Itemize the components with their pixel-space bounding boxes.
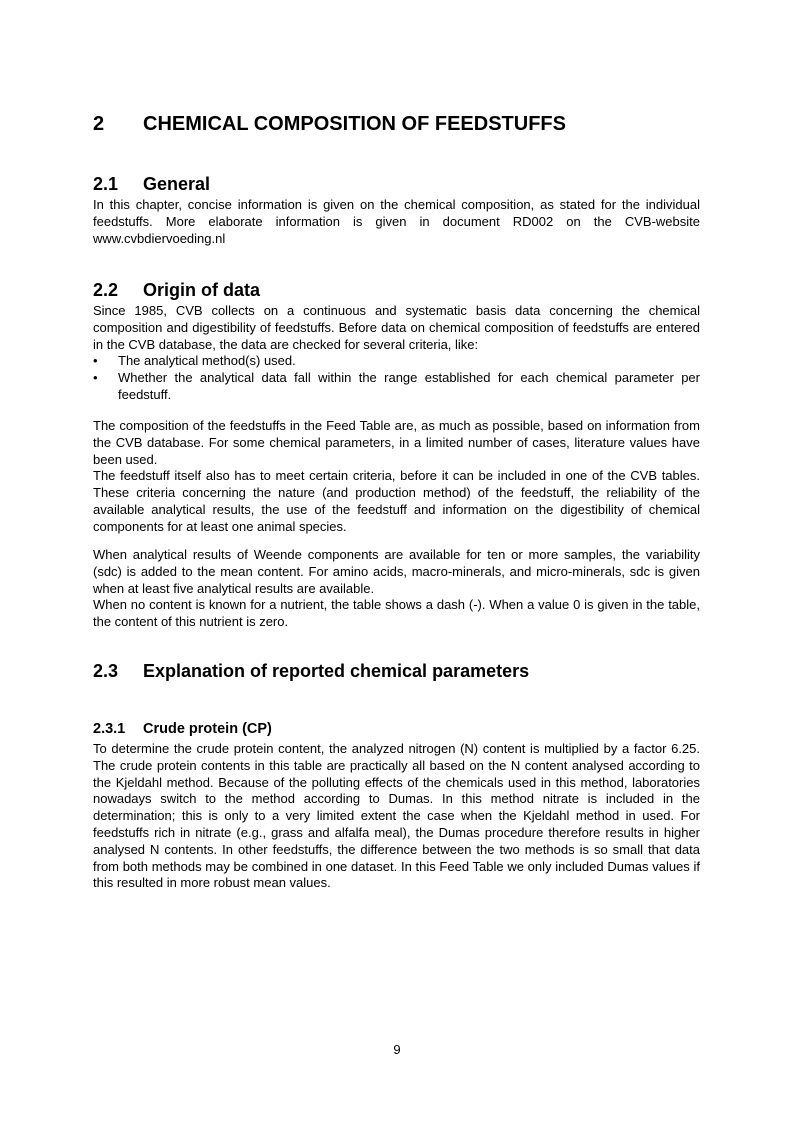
section-title: General [143,174,211,194]
list-item [93,370,700,404]
paragraph-text: To determine the crude protein content, the analyzed nitrogen (N) content is multiplied by a factor 6.25. The crude protein contents in this table are practically all based on the N content analysed according to the Kjeldahl method. Because of the polluting effects of the chemicals used in this method, laboratories nowadays switch to the method according to Dumas. In this method nitrate is included in the determination; this is only to a very limited extent the case when the Kjeldahl method in used. For feedstuffs rich in nitrate (e.g., grass and alfalfa meal), the Dumas procedure therefore results in higher analysed N contents. In other feedstuffs, the difference between the two methods is so small that data from both methods may be combined in one dataset. In this Feed Table we only included Dumas values if this resulted in more robust mean values. [93,741,700,891]
section-title: Origin of data [143,280,260,300]
origin-paragraph-3 [93,547,700,631]
general-paragraph [93,197,700,247]
paragraph-text: In this chapter, concise information is given on the chemical composition, as stated for the individual feedstuffs. More elaborate information is given in document RD002 on the CVB-website www.cvbdiervoeding.nl [93,197,700,246]
paragraph-text: When analytical results of Weende components are available for ten or more samples, the variability (sdc) is added to the mean content. For amino acids, macro-minerals, and micro-minerals, sdc is given when at least five analytical results are available. [93,547,700,596]
origin-paragraph-2 [93,418,700,536]
section-number: 2.2 [93,280,119,300]
paragraph-text: The composition of the feedstuffs in the Feed Table are, as much as possible, based on information from the CVB database. For some chemical parameters, in a limited number of cases, literature values have been used. [93,418,700,467]
subsection-heading-crude-protein [93,720,272,738]
criteria-list [93,353,700,403]
section-number: 2.3 [93,661,119,681]
chapter-heading [93,112,566,136]
origin-intro-paragraph [93,303,700,404]
crude-protein-paragraph [93,741,700,892]
section-heading-general [93,173,210,195]
subsection-title: Crude protein (CP) [143,721,272,737]
chapter-title: CHEMICAL COMPOSITION OF FEEDSTUFFS [143,113,566,135]
section-number: 2.1 [93,174,119,194]
paragraph-text: When no content is known for a nutrient, the table shows a dash (-). When a value 0 is given in the table, the content of this nutrient is zero. [93,597,700,630]
paragraph-text: The feedstuff itself also has to meet certain criteria, before it can be included in one of the CVB tables. These criteria concerning the nature (and production method) of the feedstuff, the reliability of the available analytical results, the use of the feedstuff and information on the digestibility of chemical components for at least one animal species. [93,468,700,534]
bullet-icon: • [93,370,98,386]
subsection-number: 2.3.1 [93,721,126,737]
list-item-text: The analytical method(s) used. [118,353,296,369]
paragraph-text: Since 1985, CVB collects on a continuous and systematic basis data concerning the chemical composition and digestibility of feedstuffs. Before data on chemical composition of feedstuffs are entered in the CVB database, the data are checked for several criteria, like: [93,303,700,352]
chapter-number: 2 [93,113,105,135]
section-heading-origin-of-data [93,279,260,301]
page-number: 9 [393,1042,401,1057]
section-title: Explanation of reported chemical parameters [143,661,530,681]
section-heading-chemical-parameters [93,660,529,682]
bullet-icon: • [93,353,98,369]
list-item-text: Whether the analytical data fall within the range established for each chemical parameter per feedstuff. [118,370,700,402]
list-item [93,353,700,370]
